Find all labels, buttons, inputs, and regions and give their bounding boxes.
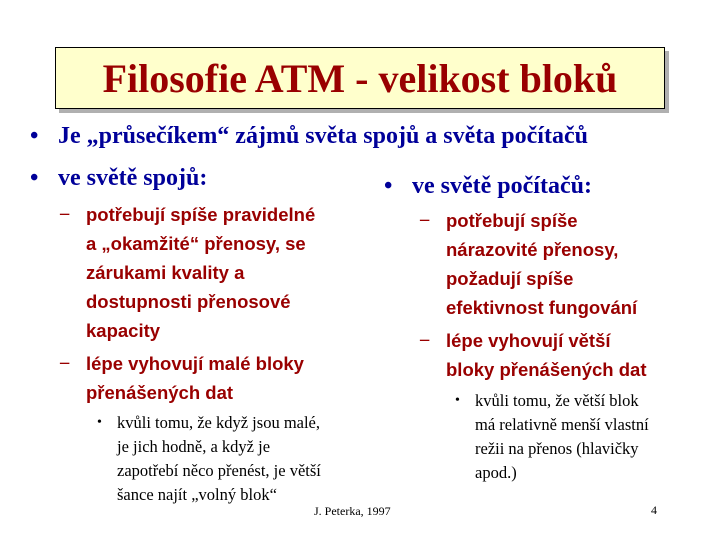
right-detail-bullet-text	[475, 389, 649, 485]
bullet-computer-world	[384, 172, 592, 200]
right-sub-bullet-bursty-text	[446, 206, 637, 322]
right-detail-bullet	[455, 389, 649, 485]
page-number: 4	[651, 503, 657, 517]
text-line: bloky přenášených dat	[446, 359, 647, 380]
text-line: a „okamžité“ přenosy, se	[86, 233, 306, 254]
bullet-telecom-world	[30, 164, 207, 192]
text-line: zapotřebí něco přenést, je větší	[117, 461, 321, 480]
bullet-computer-world-text: ve světě počítačů:	[412, 173, 592, 199]
text-line: efektivnost fungování	[446, 297, 638, 318]
text-line: potřebují spíše	[446, 210, 578, 231]
text-line: lépe vyhovují větší	[446, 330, 611, 351]
right-sub-bullet-large-blocks	[420, 326, 646, 384]
left-sub-bullet-small-blocks-text	[86, 349, 304, 407]
text-line: dostupnosti přenosové	[86, 291, 291, 312]
text-line: kapacity	[86, 320, 161, 341]
left-sub-bullet-small-blocks	[60, 349, 304, 407]
left-detail-bullet-text	[117, 411, 321, 507]
right-sub-bullet-bursty	[420, 206, 637, 322]
dash-mark: –	[60, 353, 70, 373]
left-detail-bullet	[97, 411, 321, 507]
bullet-mark: •	[30, 123, 39, 149]
bullet-intersection	[30, 122, 588, 150]
text-line: požadují spíše	[446, 268, 574, 289]
text-line: přenášených dat	[86, 382, 234, 403]
text-line: nárazovité přenosy,	[446, 239, 619, 260]
dash-mark: –	[60, 204, 70, 224]
text-line: režii na přenos (hlavičky	[475, 439, 639, 458]
footer-author: J. Peterka, 1997	[314, 504, 391, 518]
text-line: kvůli tomu, že větší blok	[475, 391, 639, 410]
dash-mark: –	[420, 210, 430, 230]
title-box	[55, 47, 665, 109]
text-line: šance najít „volný blok“	[117, 485, 277, 504]
text-line: zárukami kvality a	[86, 262, 245, 283]
text-line: má relativně menší vlastní	[475, 415, 649, 434]
text-line: kvůli tomu, že když jsou malé,	[117, 413, 321, 432]
text-line: lépe vyhovují malé bloky	[86, 353, 304, 374]
text-line: potřebují spíše pravidelné	[86, 204, 316, 225]
dash-mark: –	[420, 330, 430, 350]
bullet-intersection-text: Je „průsečíkem“ zájmů světa spojů a světa počítačů	[58, 123, 588, 149]
bullet-telecom-world-text: ve světě spojů:	[58, 165, 208, 191]
text-line: je jich hodně, a když je	[117, 437, 271, 456]
left-sub-bullet-regular	[60, 200, 315, 345]
right-sub-bullet-large-blocks-text	[446, 326, 646, 384]
text-line: apod.)	[475, 463, 517, 482]
bullet-mark: •	[455, 393, 460, 408]
bullet-mark: •	[384, 173, 393, 199]
slide-title: Filosofie ATM - velikost bloků	[102, 55, 618, 101]
left-sub-bullet-regular-text	[86, 200, 315, 345]
bullet-mark: •	[97, 415, 102, 430]
bullet-mark: •	[30, 165, 39, 191]
